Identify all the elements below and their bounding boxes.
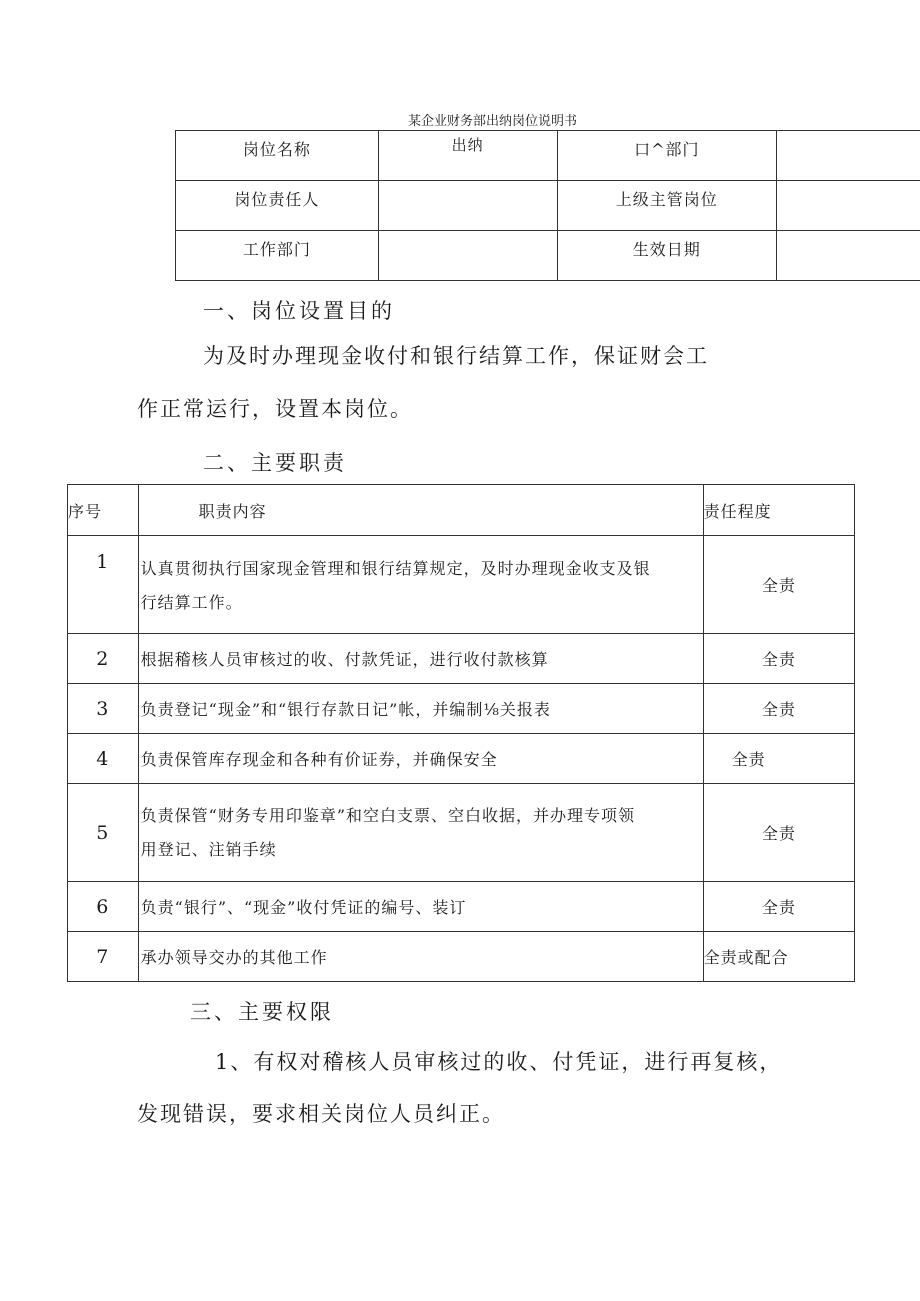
- section3-line2: 发现错误，要求相关岗位人员纠正。: [137, 1102, 505, 1126]
- table-row: [68, 536, 855, 634]
- header-no: 序号: [68, 485, 139, 536]
- section1-line1: 为及时办理现金收付和银行结算工作，保证财会工: [203, 344, 709, 368]
- row-level: 全责或配合: [703, 932, 854, 982]
- row-content: 负责“银行”、“现金”收付凭证的编号、装订: [138, 882, 703, 932]
- label-supervisor-position: 上级主管岗位: [557, 181, 777, 231]
- row-level: 全责: [703, 536, 854, 634]
- value-supervisor-position: [777, 181, 920, 231]
- value-department: [777, 131, 920, 181]
- row-level: 全责: [703, 882, 854, 932]
- label-effective-date: 生效日期: [557, 231, 777, 281]
- row-content: 负责保管库存现金和各种有价证券，并确保安全: [138, 734, 703, 784]
- row-level: 全责: [703, 784, 854, 882]
- value-responsible-person: [378, 181, 557, 231]
- row-content-line: 负责保管“财务专用印鉴章”和空白支票、空白收据，并办理专项领: [140, 805, 636, 825]
- table-row: [68, 634, 855, 684]
- section1-line2: 作正常运行，设置本岗位。: [137, 397, 413, 421]
- value-work-department: [378, 231, 557, 281]
- row-no: 5: [68, 784, 139, 882]
- row-content: 承办领导交办的其他工作: [138, 932, 703, 982]
- section3-heading: 三、主要权限: [190, 1000, 334, 1024]
- row-level: 全责: [703, 634, 854, 684]
- table-row: [68, 882, 855, 932]
- row-level: 全责: [703, 684, 854, 734]
- label-department: 口^部门: [557, 131, 777, 181]
- table-row: [176, 181, 920, 231]
- section1-heading: 一、岗位设置目的: [203, 299, 395, 323]
- value-effective-date: [777, 231, 920, 281]
- row-content-line: 行结算工作。: [140, 593, 243, 612]
- row-content: 负责登记“现金”和“银行存款日记”帐，并编制⅛关报表: [138, 684, 703, 734]
- table-row: [68, 684, 855, 734]
- value-position-name: 出纳: [378, 131, 557, 181]
- table-row: [68, 932, 855, 982]
- label-work-department: 工作部门: [176, 231, 379, 281]
- row-no: 7: [68, 932, 139, 982]
- section3-line1: 1、有权对稽核人员审核过的收、付凭证，进行再复核，: [215, 1050, 783, 1074]
- row-level: 全责: [703, 734, 854, 784]
- row-no: 3: [68, 684, 139, 734]
- table-row: [68, 734, 855, 784]
- row-no: 1: [68, 536, 139, 634]
- label-position-name: 岗位名称: [176, 131, 379, 181]
- row-no: 2: [68, 634, 139, 684]
- row-content: [138, 784, 703, 882]
- row-content: 根据稽核人员审核过的收、付款凭证，进行收付款核算: [138, 634, 703, 684]
- label-responsible-person: 岗位责任人: [176, 181, 379, 231]
- row-content-line: 用登记、注销手续: [140, 839, 277, 859]
- table-row: [68, 784, 855, 882]
- table-header-row: [68, 485, 855, 536]
- header-content: 职责内容: [138, 485, 703, 536]
- table-row: [176, 131, 920, 181]
- table-row: [176, 231, 920, 281]
- header-level: 责任程度: [703, 485, 854, 536]
- row-no: 4: [68, 734, 139, 784]
- row-no: 6: [68, 882, 139, 932]
- row-content: [138, 536, 703, 634]
- duties-table: [67, 484, 855, 982]
- section2-heading: 二、主要职责: [203, 451, 347, 475]
- position-info-table: [175, 130, 920, 281]
- row-content-line: 认真贯彻执行国家现金管理和银行结算规定，及时办理现金收支及银: [140, 559, 651, 578]
- document-title: 某企业财务部出纳岗位说明书: [407, 114, 577, 129]
